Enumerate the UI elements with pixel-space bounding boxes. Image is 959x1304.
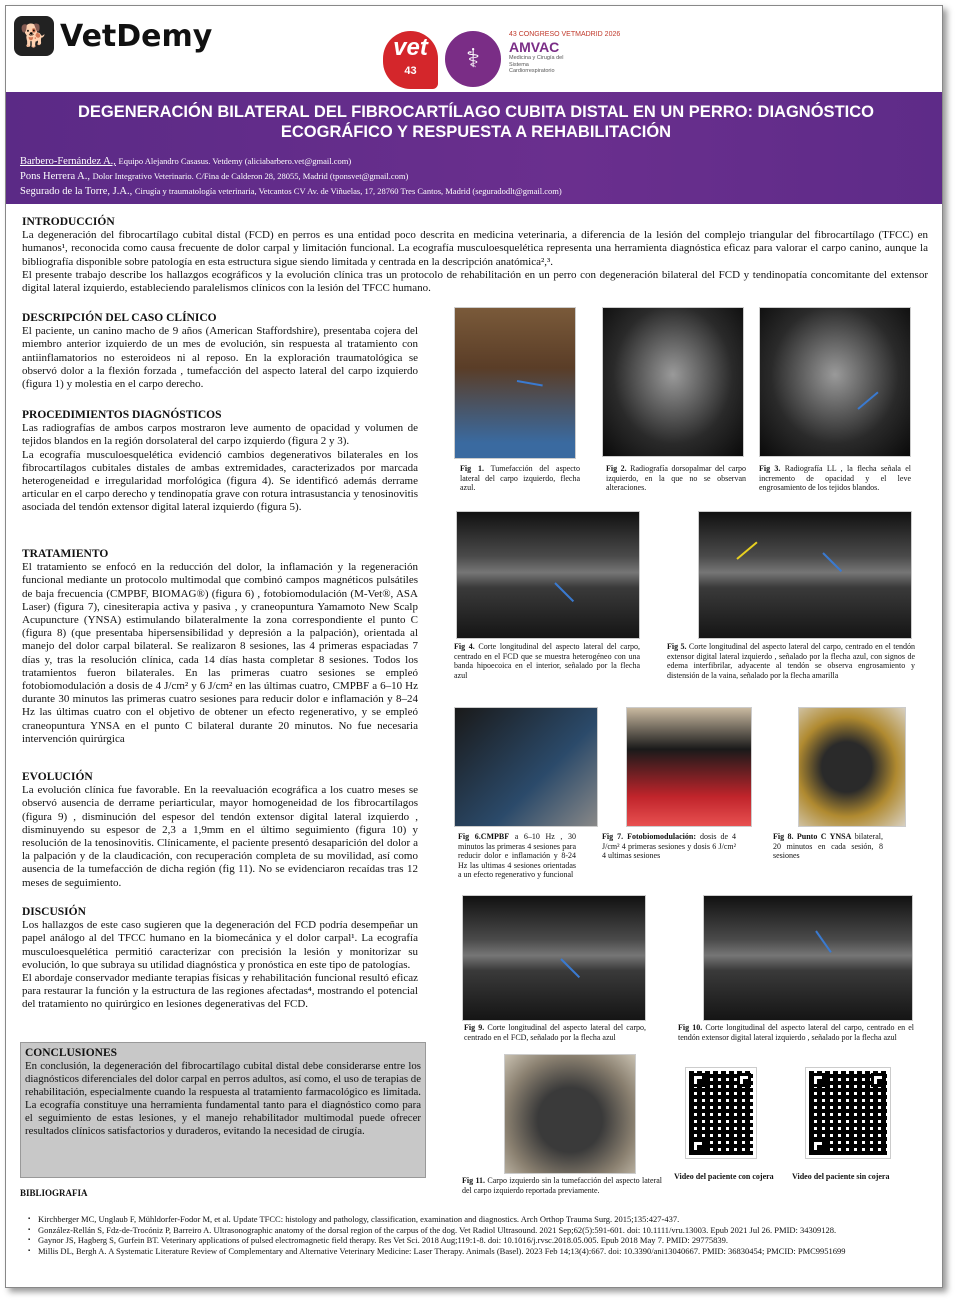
paragraph: El presente trabajo describe los hallazgos ecográficos y la evolución clínica tras un protocolo de rehabilitación en un perro con degeneración bilateral del FCD y tendinopatía concomitante del extensor digital lateral izquierdo, estableciendo paralelismos clínicos con la lesión del TFCC humano.: [22, 268, 928, 295]
figure-4-ultrasound: [456, 511, 640, 639]
introduction-section: [22, 216, 928, 295]
blue-arrow-icon: [554, 582, 574, 602]
figure-1-photo: [454, 307, 576, 459]
qr-caption-without-limp: Video del paciente sin cojera: [792, 1172, 890, 1181]
paragraph: El abordaje conservador mediante terapias físicas y rehabilitación funcional resultó eficaz para restaurar la función y la estructura de las regiones afectadas⁴, mostrando el potencial del tratamiento no quirúrgico en lesiones degenerativas del FCD.: [22, 972, 418, 1011]
yellow-arrow-icon: [736, 542, 757, 560]
dog-head-icon: 🐕: [14, 16, 54, 56]
poster-title: DEGENERACIÓN BILATERAL DEL FIBROCARTÍLAGO CUBITA DISTAL EN UN PERRO: DIAGNÓSTICO ECOGRÁFICO Y RESPUESTA A REHABILITACIÓN: [78, 103, 874, 141]
discussion-section: [22, 906, 418, 1012]
section-heading: INTRODUCCIÓN: [22, 216, 115, 228]
figure-8-photo: [798, 707, 906, 827]
reference-item: ▪ Kirchberger MC, Unglaub F, Mühldorfer-Fodor M, et al. Update TFCC: histology and pathology, classification, examination and diagnostics. Arch Orthop Trauma Surg. 2015;135:427-437.: [30, 1214, 920, 1224]
figure-11-photo: [504, 1054, 636, 1174]
procedures-section: [22, 409, 418, 515]
figure-6-caption: Fig 6.CMPBF a 6–10 Hz , 30 minutos las primeras 4 sesiones para reducir dolor e inflamación y 8-24 Hz las ultimas 4 sesiones orientadas a un efecto regenerativo y funcional: [458, 832, 576, 880]
blue-arrow-icon: [560, 958, 580, 978]
qr-caption-with-limp: Video del paciente con cojera: [674, 1172, 774, 1181]
qr-finder-icon: [691, 1073, 705, 1087]
section-heading: BIBLIOGRAFIA: [20, 1188, 88, 1198]
qr-finder-icon: [811, 1139, 825, 1153]
header: [6, 6, 942, 94]
qr-code-without-limp[interactable]: [806, 1068, 890, 1158]
figure-3-caption: Fig 3. Radiografía LL , la flecha señala el incremento de opacidad y el leve engrosamiento de los tejidos blandos.: [759, 464, 912, 493]
reference-item: ▪ Gaynor JS, Hagberg S, Gurfein BT. Veterinary applications of pulsed electromagnetic field therapy. Res Vet Sci. 2018 Aug;119:1-8. doi: 10.1016/j.rvsc.2018.05.005. Epub 2018 May 7. PMID: 29775839.: [30, 1235, 920, 1245]
title-band: [6, 92, 942, 204]
figure-11-caption: Fig 11. Carpo izquierdo sin la tumefacción del aspecto lateral del carpo izquierdo reportada previamente.: [462, 1176, 663, 1195]
section-heading: DESCRIPCIÓN DEL CASO CLÍNICO: [22, 312, 217, 324]
author-1: Barbero-Fernández A., Equipo Alejandro Casasus. Vetdemy (aliciabarbero.vet@gmail.com): [20, 156, 352, 167]
section-heading: PROCEDIMIENTOS DIAGNÓSTICOS: [22, 409, 222, 421]
figure-2-xray: [602, 307, 744, 457]
case-section: [22, 312, 418, 391]
qr-finder-icon: [691, 1139, 705, 1153]
figure-7-caption: Fig 7. Fotobiomodulación: dosis de 4 J/cm² 4 primeras sesiones y dosis 6 J/cm² 4 ultimas sesiones: [602, 832, 736, 861]
figure-1-caption: Fig 1. Tumefacción del aspecto lateral del carpo izquierdo, flecha azul.: [460, 464, 581, 493]
figure-3-xray: [759, 307, 911, 457]
section-heading: CONCLUSIONES: [25, 1047, 118, 1059]
figure-9-caption: Fig 9. Corte longitudinal del aspecto lateral del carpo, centrado en el FCD, señalado por la flecha azul: [464, 1023, 647, 1042]
figure-10-ultrasound: [703, 895, 913, 1021]
author-3: Segurado de la Torre, J.A., Cirugía y traumatología veterinaria, Vetcantos CV Av. de Viñuelas, 17, 28760 Tres Cantos, Madrid (seguradodlt@gmail.com): [20, 186, 562, 197]
author-2: Pons Herrera A., Dolor Integrativo Veterinario. C/Fina de Calderon 28, 28055, Madrid (tponsvet@gmail.com): [20, 171, 409, 182]
vetdemy-logo: [14, 16, 212, 56]
figure-5-ultrasound: [698, 511, 912, 639]
qr-finder-icon: [811, 1073, 825, 1087]
logo-text: VetDemy: [60, 18, 213, 54]
paragraph: Las radiografías de ambos carpos mostraron leve aumento de opacidad y volumen de tejidos blandos en la región dorsolateral del carpo izquierdo (figura 2 y 3).: [22, 422, 418, 448]
blue-arrow-icon: [857, 392, 878, 410]
treatment-section: [22, 548, 418, 746]
congress-sub: Medicina y Cirugía del Sistema Cardiorrespiratorio: [509, 55, 564, 74]
figure-8-caption: Fig 8. Punto C YNSA bilateral, 20 minutos en cada sesión, 8 sesiones: [773, 832, 883, 861]
badge-vet-number: 43: [404, 65, 417, 77]
qr-finder-icon: [871, 1073, 885, 1087]
paragraph: El paciente, un canino macho de 9 años (American Staffordshire), presentaba cojera del miembro anterior izquierdo de un mes de evolución, sin respuesta al tratamiento con antiinflamatorios no esteroideos ni al reposo. En la exploración traumatológica se observó dolor a la flexión forzada , tumefacción del aspecto lateral del carpo izquierdo (figura 1) y molestia en el carpo derecho.: [22, 325, 418, 391]
paragraph: Los hallazgos de este caso sugieren que la degeneración del FCD podría desempeñar un papel análogo al del TFCC humano en la biomecánica y el dolor carpal¹. La ecografía musculoesquelética permitió caracterizar con precisión la lesión y monitorizar su evolución, lo que subraya su utilidad diagnóstica y pronóstica en este tipo de patologías.: [22, 919, 418, 971]
evolution-section: [22, 771, 418, 890]
reference-list: [20, 1214, 920, 1256]
congress-name: AMVAC: [509, 39, 560, 55]
blue-arrow-icon: [815, 930, 832, 952]
paragraph: En conclusión, la degeneración del fibrocartílago cubital distal debe considerarse entre los diagnósticos diferenciales del dolor carpal en perros adultos, así como, el uso de terapias de rehabilitación, especialmente cuando la respuesta al tratamiento farmacológico es limitada. La ecografía constituye una herramienta fundamental tanto para el diagnóstico como para el seguimiento de estas lesiones, y el manejo rehabilitador multimodal puede ofrecer resultados clínicos satisfactorios y duraderos, evitando la necesidad de cirugía.: [25, 1060, 421, 1137]
authors: [20, 154, 562, 199]
paragraph: El tratamiento se enfocó en la reducción del dolor, la inflamación y la regeneración funcional mediante un protocolo multimodal que combinó campos magnéticos pulsátiles de baja frecuencia (CMPBF, BIOMAG®) (figura 6) , fotobiomodulación (M-Vet®, ASA Laser) (figura 7), cinesiterapia activa y pasiva , y craneopuntura Yamamoto New Scalp Acupuncture (YNSA) estimulando bilateralmente la zona correspondiente el punto C (figura 8) (que presentaba hipersensibilidad y depresión a la palpación), orientada al manejo del dolor carpal bilateral. Se realizaron 8 sesiones, las 4 primeras espaciadas 7 días y, tras la resolución clínica, cada 14 días hasta completar 8 sesiones. Todos los tratamientos fueron bilaterales. En las primeras cuatro sesiones se empleó fotobiomodulación a dosis de 4 J/cm² y 6 J/cm² en las últimas cuatro, CMPBF a 6–10 Hz durante 30 minutos las primeras cuatro sesiones para reducir dolor e inflamación y 8–24 Hz las últimas cuatro con el objetivo de obtener un efecto regenerativo, y se empleó craneopuntura YNSA en el punto C bilateral durante 20 minutos. No fue necesaria intervención quirúrgica: [22, 561, 418, 745]
poster: [5, 5, 943, 1288]
badge-vet-text: vet: [393, 34, 428, 61]
vet-congress-badge: [383, 31, 438, 89]
section-heading: EVOLUCIÓN: [22, 771, 93, 783]
qr-code-with-limp[interactable]: [686, 1068, 756, 1158]
paragraph: La ecografía musculoesquelética evidenció cambios degenerativos bilaterales en los fibrocartílagos cubitales distales de ambas extremidades, caracterizados por marcada heterogeneidad e irregularidad morfológica (figura 4). Se identificó además derrame articular en el carpo derecho y tendinopatía grave con rotura intrasustancia y tenosinovitis asociada del tendón extensor digital lateral izquierdo (figura 5).: [22, 448, 418, 514]
figure-5-caption: Fig 5. Corte longitudinal del aspecto lateral del carpo, centrado en el tendón extensor digital lateral izquierdo , señalado por la flecha azul, con signos de edema interfibrilar, adyacente al tendón se observa engrosamiento y distensión de la vaina, señalado por la flecha amarilla: [667, 642, 916, 680]
reference-item: ▪ González-Rellán S, Fdz-de-Trocóniz P, Barreiro A. Ultrasonographic anatomy of the dorsal region of the carpus of the dog. Vet Radiol Ultrasound. 2021 Sep;62(5):591-601. doi: 10.1111/vru.13003. Epub 2021 Jul 26. PMID: 34309128.: [30, 1225, 920, 1235]
qr-finder-icon: [737, 1073, 751, 1087]
figure-2-caption: Fig 2. Radiografía dorsopalmar del carpo izquierdo, en la que no se observan alteraciones.: [606, 464, 747, 493]
section-heading: TRATAMIENTO: [22, 548, 109, 560]
congress-info: [509, 31, 620, 75]
figure-7-photo: [626, 707, 752, 827]
figure-9-ultrasound: [462, 895, 646, 1021]
reference-item: ▪ Millis DL, Bergh A. A Systematic Literature Review of Complementary and Alternative Veterinary Medicine: Laser Therapy. Animals (Basel). 2023 Feb 14;13(4):667. doi: 10.3390/ani13040667. PMID: 36830454; PMCID: PMC9951699: [30, 1246, 920, 1256]
paragraph: La degeneración del fibrocartílago cubital distal (FCD) en perros es una entidad poco descrita en medicina veterinaria, a diferencia de la lesión del complejo triangular del fibrocartílago (TFCC) en humanos¹, reconocida como causa frecuente de dolor carpal y limitación funcional. La ecografía musculoesquelética representa una herramienta diagnóstica eficaz para valorar el carpo canino, aunque la bibliografía disponible sobre patología en esta estructura sigue siendo limitada y centrada en la descripción anatómica²,³.: [22, 229, 928, 268]
paragraph: La evolución clínica fue favorable. En la reevaluación ecográfica a los cuatro meses se observó ausencia de derrame periarticular, mayor homogeneidad de los fibrocartílagos (figura 9) , disminución del espesor del tendón extensor digital lateral izquierdo , disminuyendo su espesor de 2,3 a 1,9mm en el último seguimiento (figura 10) y resolución de la tenosinovitis. Clínicamente, el paciente presentó desaparición del dolor a la palpación y de la claudicación, con recuperación completa de su movilidad, así como ausencia de la tumefacción de dicha región (fig 11). No se evidenciaron recaídas tras 12 meses de seguimiento.: [22, 784, 418, 889]
figure-10-caption: Fig 10. Corte longitudinal del aspecto lateral del carpo, centrado en el tendón extensor digital lateral izquierdo , señalado por la flecha azul: [678, 1023, 915, 1042]
blue-arrow-icon: [822, 552, 842, 572]
section-heading: DISCUSIÓN: [22, 906, 86, 918]
blue-arrow-icon: [517, 380, 543, 386]
amvac-logo-icon: ⚕: [445, 31, 501, 87]
congress-line: 43 CONGRESO VETMADRID 2026: [509, 31, 621, 38]
figure-4-caption: Fig 4. Corte longitudinal del aspecto lateral del carpo, centrado en el FCD que se muestra heterogéneo con una banda hipoecoica en el interior, señalado por la flecha azul: [454, 642, 641, 680]
bibliography-section: [20, 1188, 920, 1256]
figure-6-photo: [454, 707, 598, 827]
conclusions-section: [20, 1042, 426, 1178]
